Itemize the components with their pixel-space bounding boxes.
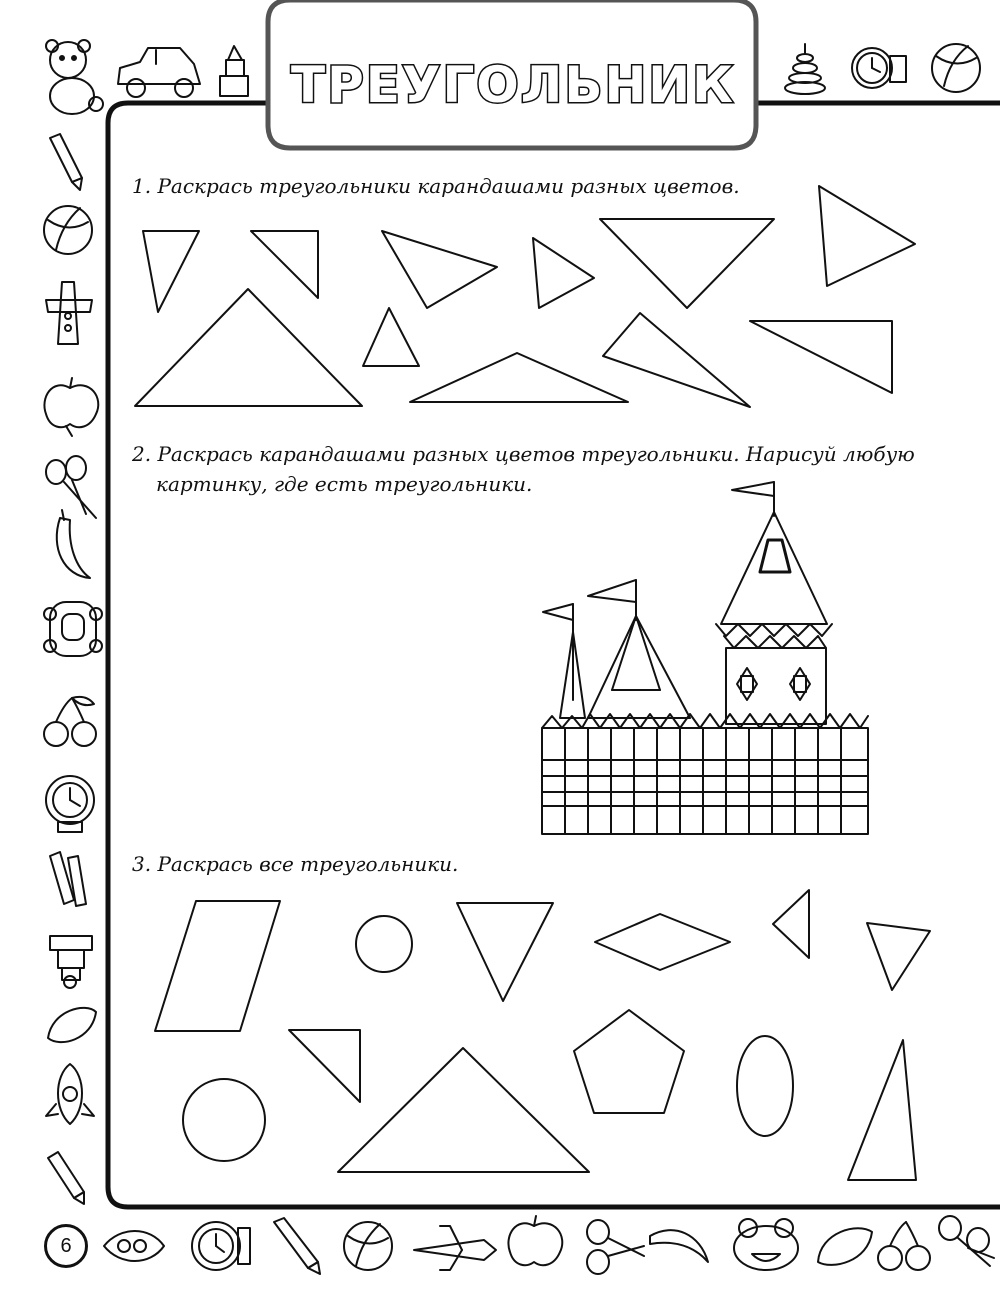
triangle-shape [135,289,362,406]
pentagon-shape [574,1010,684,1113]
lemon-icon [818,1228,872,1265]
toy-car-icon [118,48,200,97]
task3-instruction: 3. Раскрась все треугольники. [132,852,459,876]
triangle-shape [338,1048,589,1172]
oval-shape [737,1036,793,1136]
scissors-icon [46,456,96,518]
crayon-icon [50,134,82,190]
ball-icon [344,1222,392,1270]
triangle-shape [143,231,199,312]
task3-shapes [155,890,930,1180]
triangle-shape [600,219,774,308]
alarm-clock-icon [852,48,906,88]
ball-icon [932,44,980,92]
triangle-shape [533,238,594,308]
apple-icon [508,1216,562,1265]
triangle-shape [251,231,318,298]
lemon-icon [48,1008,96,1042]
crayons-icon [50,852,86,906]
airplane-icon [46,282,92,344]
triangle-shape [773,890,809,958]
page-number: 6 [44,1224,88,1268]
parallelogram-shape [155,901,280,1031]
crayon-icon [274,1218,320,1274]
crayon-icon [48,1152,84,1204]
triangle-shape [382,231,497,308]
triangle-shape [410,353,628,402]
triangle-shape [457,903,553,1001]
triangle-shape [750,321,892,393]
triangle-shape [363,308,419,366]
page-title: ТРЕУГОЛЬНИК [290,56,736,114]
cherries-icon [878,1222,930,1270]
circle-shape [183,1079,265,1161]
alarm-clock-icon [192,1222,250,1270]
robot-toy-icon [50,936,92,988]
triangle-shape [819,186,915,286]
toy-blocks-icon [220,46,248,96]
frog-icon [734,1219,798,1270]
apple-icon [44,378,98,436]
scissors-icon [939,1216,994,1266]
task2-instruction-line2: картинку, где есть треугольники. [156,472,533,496]
rocket-icon [46,1064,94,1124]
triangle-shape [289,1030,360,1102]
rhombus-shape [595,914,730,970]
banana-icon [650,1230,708,1262]
ball-icon [44,206,92,254]
triangle-shape [848,1040,916,1180]
castle-fence [542,714,868,834]
task1-triangles [135,186,915,407]
toy-car-icon [44,602,102,656]
stacking-rings-icon [785,44,825,94]
scissors-icon [587,1220,644,1274]
castle-picture [542,482,868,834]
alarm-clock-icon [46,776,94,832]
teddy-bear-icon [46,40,103,114]
task1-instruction: 1. Раскрась треугольники карандашами разных цветов. [132,174,740,198]
triangle-shape [867,923,930,990]
task2-instruction-line1: 2. Раскрась карандашами разных цветов треугольники. Нарисуй любую [132,442,915,466]
triangle-shape [603,313,750,407]
rocket-icon [104,1231,164,1261]
circle-shape [356,916,412,972]
cherries-icon [44,697,96,746]
banana-icon [57,510,90,578]
content-frame [108,103,1000,1207]
airplane-icon [414,1226,496,1270]
